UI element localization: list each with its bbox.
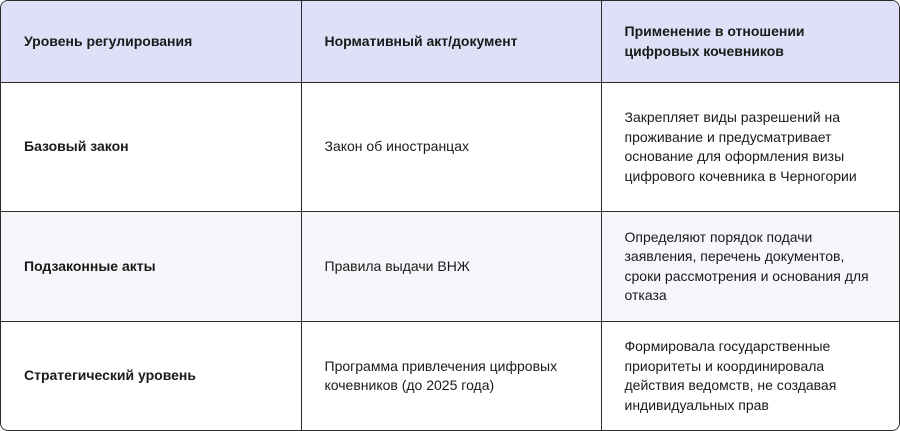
cell-legal-act: Закон об иностранцах — [301, 83, 601, 212]
table-header-row — [1, 1, 899, 83]
table-row — [1, 212, 899, 322]
table-row — [1, 322, 899, 431]
regulation-table — [1, 1, 899, 430]
cell-application: Закрепляет виды разрешений на проживание и предусматривает основание для оформления визы цифрового кочевника в Черногории — [601, 83, 899, 212]
header-regulation-level: Уровень регулирования — [1, 1, 301, 83]
table-row — [1, 83, 899, 212]
header-legal-act: Нормативный акт/документ — [301, 1, 601, 83]
cell-application: Формировала государственные приоритеты и координировала действия ведомств, не создавая индивидуальных прав — [601, 322, 899, 431]
cell-regulation-level: Стратегический уровень — [1, 322, 301, 431]
cell-legal-act: Правила выдачи ВНЖ — [301, 212, 601, 322]
cell-legal-act: Программа привлечения цифровых кочевников (до 2025 года) — [301, 322, 601, 431]
cell-regulation-level: Базовый закон — [1, 83, 301, 212]
cell-regulation-level: Подзаконные акты — [1, 212, 301, 322]
cell-application: Определяют порядок подачи заявления, перечень документов, сроки рассмотрения и основания для отказа — [601, 212, 899, 322]
header-application: Применение в отношении цифровых кочевников — [601, 1, 899, 83]
